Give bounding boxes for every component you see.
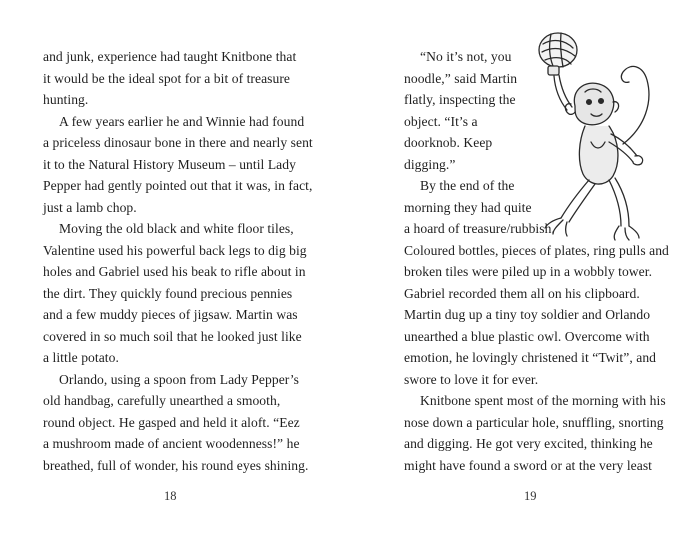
text-line: hunting. — [43, 92, 89, 107]
text-line: By the end of the — [420, 178, 515, 193]
text-line: and junk, experience had taught Knitbone that — [43, 49, 297, 64]
text-line: a mushroom made of ancient woodenness!” he — [43, 436, 300, 451]
text-line: a hoard of treasure/rubbish. — [404, 221, 555, 236]
monkey-head — [565, 83, 618, 125]
text-line: breathed, full of wonder, his round eyes shining. — [43, 457, 309, 473]
text-line: emotion, he lovingly christened it “Twit”, and — [404, 350, 657, 365]
text-line: and digging. He got very excited, thinking he — [404, 436, 653, 451]
text-line: round object. He gasped and held it aloft. “Eez — [43, 414, 300, 430]
left-page-number: 18 — [164, 489, 177, 503]
text-line: doorknob. Keep — [404, 135, 493, 150]
text-line: and a few muddy pieces of jigsaw. Martin was — [43, 307, 298, 322]
text-line: Martin dug up a tiny toy soldier and Orlando — [404, 307, 651, 322]
text-line: morning they had quite — [404, 199, 532, 215]
text-line: it to the Natural History Museum – until Lady — [43, 156, 296, 172]
text-line: Valentine used his powerful back legs to dig big — [43, 242, 307, 258]
text-line: Pepper had gently pointed out that it was, in fact, — [43, 178, 313, 193]
text-line: a little potato. — [43, 350, 119, 365]
text-line: Orlando, using a spoon from Lady Pepper’s — [59, 371, 300, 387]
text-line: unearthed a blue plastic owl. Overcome with — [404, 328, 650, 344]
text-line: object. “It’s a — [404, 113, 478, 129]
monkey-illustration — [505, 22, 670, 247]
text-line: old handbag, carefully unearthed a smooth, — [43, 393, 281, 408]
text-line: just a lamb chop. — [43, 199, 137, 215]
text-line: flatly, inspecting the — [404, 92, 516, 107]
text-line: Moving the old black and white floor tiles, — [59, 221, 294, 236]
text-line: swore to love it for ever. — [404, 371, 539, 387]
doorknob-icon — [539, 33, 577, 75]
text-line: covered in so much soil that he looked just like — [43, 328, 302, 344]
left-page-text — [43, 46, 313, 476]
text-line: Coloured bottles, pieces of plates, ring pulls and — [404, 242, 669, 258]
text-line: broken tiles were piled up in a wobbly tower. — [404, 264, 653, 279]
text-line: holes and Gabriel used his beak to rifle about in — [43, 264, 306, 279]
text-line: Gabriel recorded them all on his clipboard. — [404, 285, 640, 301]
text-line: the dirt. They quickly found precious pennies — [43, 285, 293, 301]
text-line: noodle,” said Martin — [404, 70, 518, 86]
text-line: Knitbone spent most of the morning with his — [420, 393, 666, 408]
text-line: “No it’s not, you — [420, 49, 512, 64]
text-line: digging.” — [404, 156, 456, 172]
text-line: A few years earlier he and Winnie had found — [59, 113, 305, 129]
text-line: a priceless dinosaur bone in there and nearly sent — [43, 135, 313, 150]
text-line: nose down a particular hole, snuffling, snorting — [404, 414, 664, 430]
text-line: it would be the ideal spot for a bit of treasure — [43, 70, 291, 86]
text-line: might have found a sword or at the very least — [404, 457, 652, 473]
right-page-number: 19 — [524, 489, 537, 503]
